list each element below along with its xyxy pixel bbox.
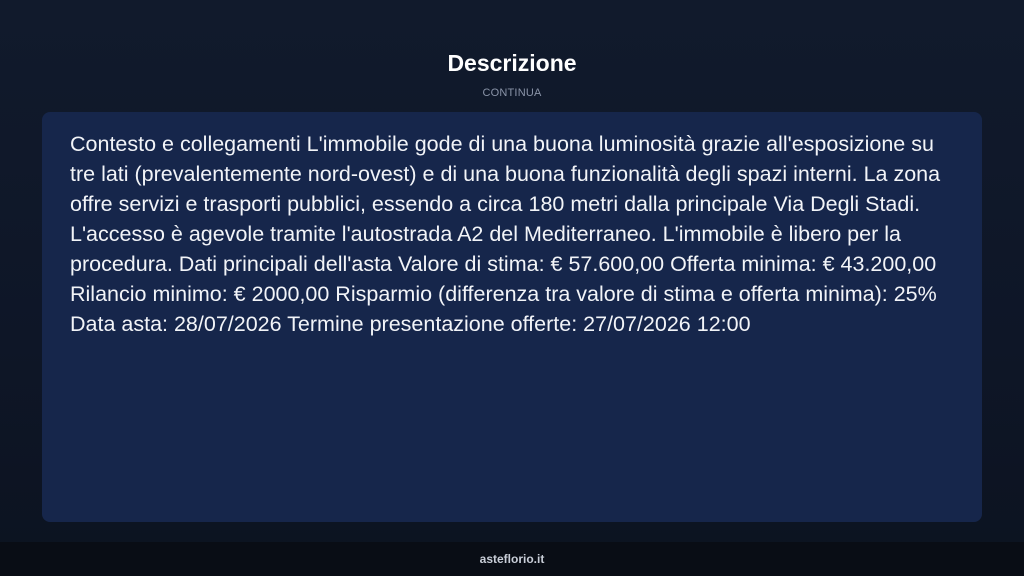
description-card (42, 112, 982, 522)
header (0, 48, 1024, 100)
page-title: Descrizione (447, 50, 577, 76)
description-text: Contesto e collegamenti L'immobile gode di una buona luminosità grazie all'esposizione su tre lati (prevalentemente nord-ovest) e di una buona funzionalità degli spazi interni. La zona offre servizi e trasporti pubblici, essendo a circa 180 metri dalla principale Via Degli Stadi. L'accesso è agevole tramite l'autostrada A2 del Mediterraneo. L'immobile è libero per la procedura. Dati principali dell'asta Valore di stima: € 57.600,00 Offerta minima: € 43.200,00 Rilancio minimo: € 2000,00 Risparmio (differenza tra valore di stima e offerta minima): 25% Data asta: 28/07/2026 Termine presentazione offerte: 27/07/2026 12:00 (70, 132, 941, 336)
footer-site-name: asteflorio.it (479, 552, 545, 566)
footer (0, 542, 1024, 576)
continue-label[interactable]: CONTINUA (482, 87, 542, 99)
